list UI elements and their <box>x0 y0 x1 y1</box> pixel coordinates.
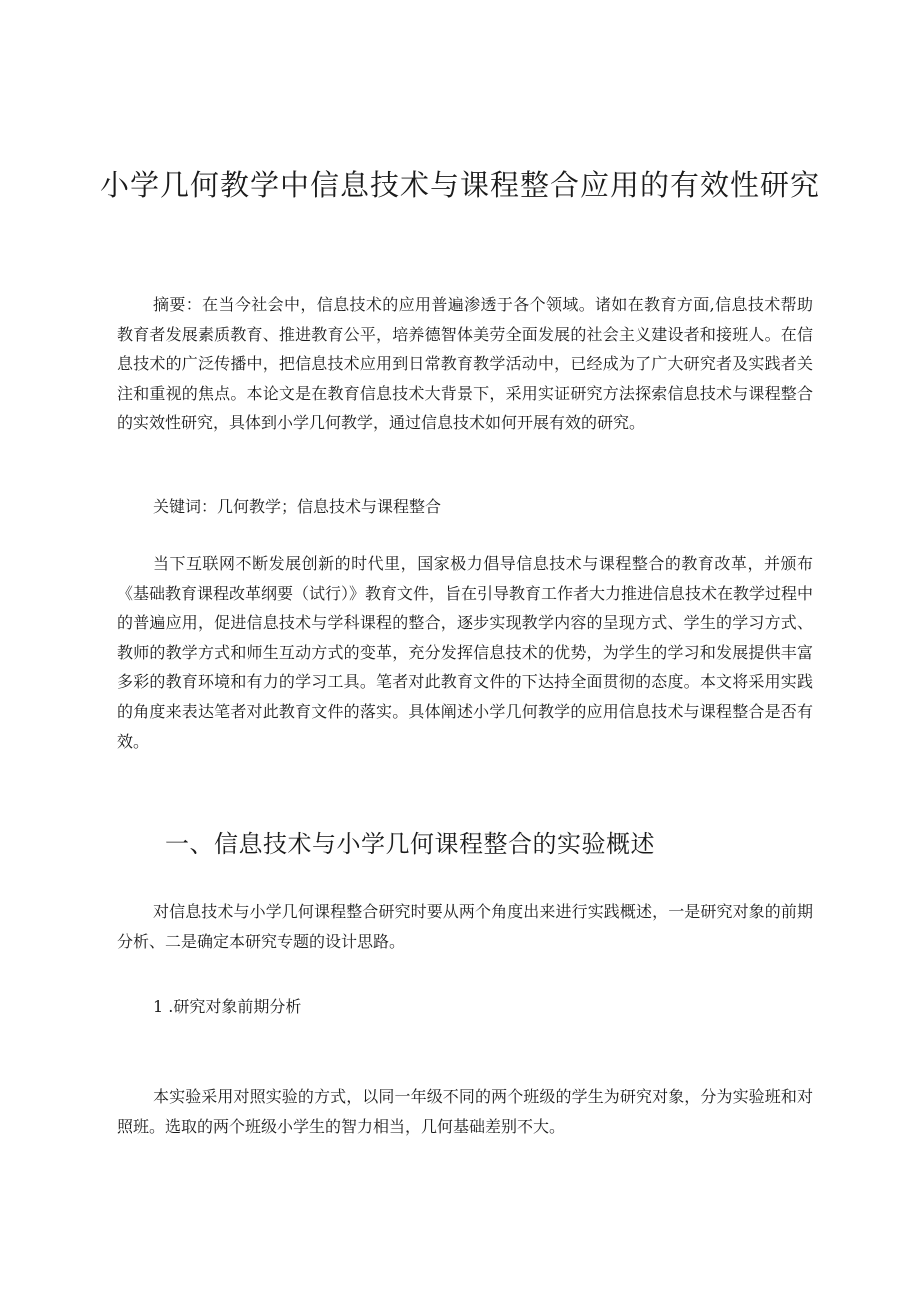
intro-paragraph: 当下互联网不断发展创新的时代里，国家极力倡导信息技术与课程整合的教育改革，并颁布《基础教育课程改革纲要（试行）》教育文件，旨在引导教育工作者大力推进信息技术在教学过程中的普遍应用，促进信息技术与学科课程的整合，逐步实现教学内容的呈现方式、学生的学习方式、教师的教学方式和师生互动方式的变革，充分发挥信息技术的优势，为学生的学习和发展提供丰富多彩的教育环境和有力的学习工具。笔者对此教育文件的下达持全面贯彻的态度。本文将采用实践的角度来表达笔者对此教育文件的落实。具体阐述小学几何教学的应用信息技术与课程整合是否有效。 <box>117 554 814 751</box>
keywords-line: 关键词：几何教学；信息技术与课程整合 <box>153 497 442 516</box>
subsection-heading: 1 .研究对象前期分析 <box>153 997 302 1016</box>
section-paragraph: 对信息技术与小学几何课程整合研究时要从两个角度出来进行实践概述，一是研究对象的前期分析、二是确定本研究专题的设计思路。 <box>117 902 813 951</box>
abstract-paragraph: 摘要：在当今社会中，信息技术的应用普遍渗透于各个领域。诸如在教育方面,信息技术帮助教育者发展素质教育、推进教育公平，培养德智体美劳全面发展的社会主义建设者和接班人。在信息技术的广泛传播中，把信息技术应用到日常教育教学活动中，已经成为了广大研究者及实践者关注和重视的焦点。本论文是在教育信息技术大背景下，采用实证研究方法探索信息技术与课程整合的实效性研究，具体到小学几何教学，通过信息技术如何开展有效的研究。 <box>117 295 813 433</box>
document-title: 小学几何教学中信息技术与课程整合应用的有效性研究 <box>99 168 820 202</box>
subsection-paragraph: 本实验采用对照实验的方式，以同一年级不同的两个班级的学生为研究对象，分为实验班和对照班。选取的两个班级小学生的智力相当，几何基础差别不大。 <box>117 1087 813 1136</box>
section-heading: 一、信息技术与小学几何课程整合的实验概述 <box>165 830 655 858</box>
